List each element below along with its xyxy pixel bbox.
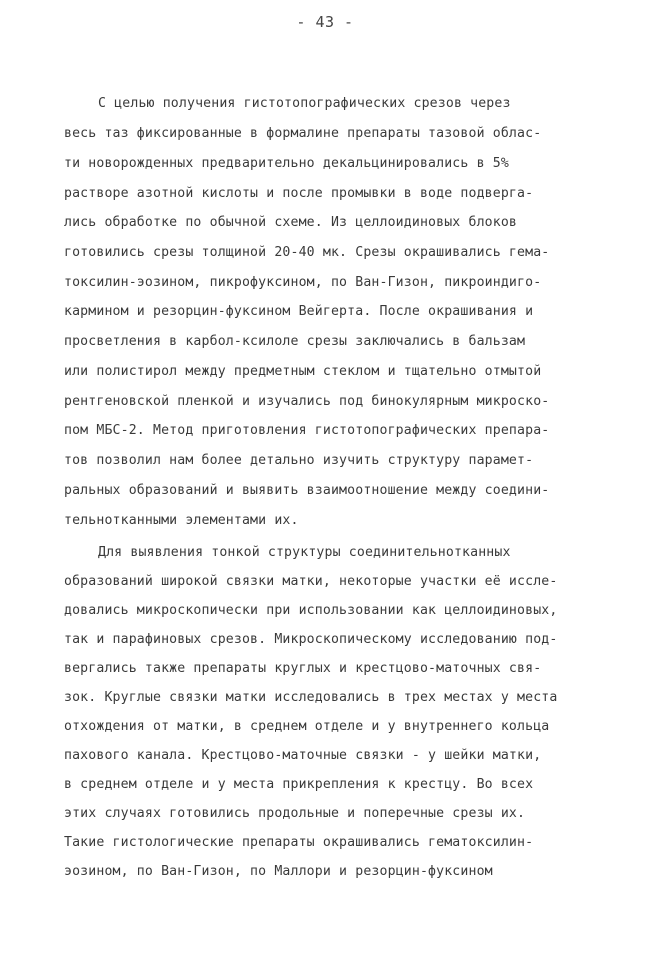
text-line: Такие гистологические препараты окрашивались гематоксилин- [64,835,534,850]
text-line: зок. Круглые связки матки исследовались в трех местах у места [64,690,558,705]
text-line: эозином, по Ван-Гизон, по Маллори и резорцин-фуксином [64,864,493,879]
text-line: тельнотканными элементами их. [64,513,299,528]
text-line: ральных образований и выявить взаимоотношение между соедини- [64,483,550,498]
text-line: токсилин-эозином, пикрофуксином, по Ван-Гизон, пикроиндиго- [64,275,542,290]
text-line: пом МБС-2. Метод приготовления гистотопографических препара- [64,423,550,438]
text-line: этих случаях готовились продольные и поперечные срезы их. [64,806,526,821]
text-line: довались микроскопически при использовании как целлоидиновых, [64,603,558,618]
text-line: весь таз фиксированные в формалине препараты тазовой облас- [64,126,542,141]
text-line: в среднем отделе и у места прикрепления к крестцу. Во всех [64,777,534,792]
text-line: тов позволил нам более детально изучить структуру парамет- [64,453,534,468]
text-line: рентгеновской пленкой и изучались под бинокулярным микроско- [64,394,550,409]
text-line: кармином и резорцин-фуксином Вейгерта. После окрашивания и [64,304,534,319]
text-line: отхождения от матки, в среднем отделе и у внутреннего кольца [64,719,550,734]
text-line: так и парафиновых срезов. Микроскопическому исследованию под- [64,632,558,647]
text-line: лись обработке по обычной схеме. Из целлоидиновых блоков [64,215,518,230]
text-line: растворе азотной кислоты и после промывки в воде подверга- [64,186,534,201]
text-line: С целью получения гистотопографических срезов через [98,96,511,111]
text-line: ти новорожденных предварительно декальцинировались в 5% [64,156,509,171]
text-line: Для выявления тонкой структуры соединительнотканных [98,545,511,560]
text-line: или полистирол между предметным стеклом и тщательно отмытой [64,364,542,379]
page-number: - 43 - [296,13,354,31]
text-line: образований широкой связки матки, некоторые участки её иссле- [64,574,558,589]
text-line: пахового канала. Крестцово-маточные связки - у шейки матки, [64,748,542,763]
text-line: просветления в карбол-ксилоле срезы заключались в бальзам [64,334,526,349]
text-line: готовились срезы толщиной 20-40 мк. Срезы окрашивались гема- [64,245,550,260]
text-line: вергались также препараты круглых и крестцово-маточных свя- [64,661,542,676]
